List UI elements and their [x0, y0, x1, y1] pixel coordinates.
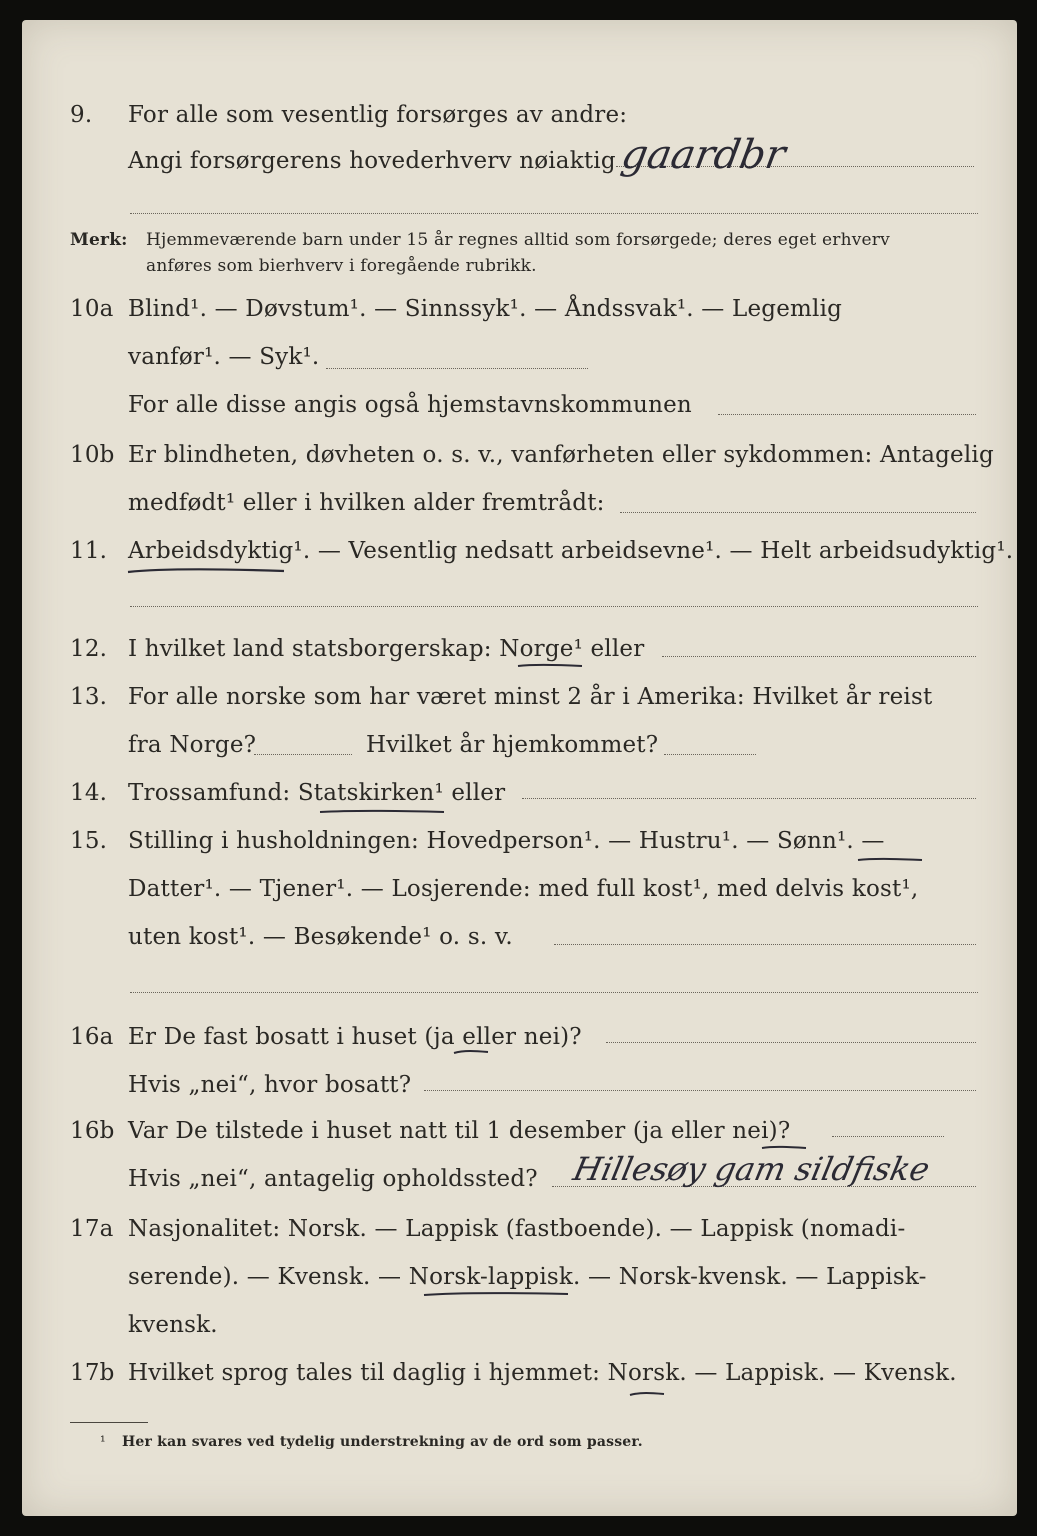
q17a-question-line2: serende). — Kvensk. — Norsk-lappisk. — Norsk-kvensk. — Lappisk-: [128, 1264, 927, 1290]
q13-answer-line-hjemkommet: [664, 754, 756, 755]
q16a-question: Er De fast bosatt i huset (ja eller nei)?: [128, 1024, 582, 1050]
q16b-question: Var De tilstede i huset natt til 1 desember (ja eller nei)?: [128, 1118, 791, 1144]
q13-question: For alle norske som har været minst 2 år i Amerika: Hvilket år reist: [128, 684, 933, 710]
q15-question-line2: Datter¹. — Tjener¹. — Losjerende: med full kost¹, med delvis kost¹,: [128, 876, 919, 902]
q14-number: 14.: [70, 780, 108, 806]
q10a-number: 10a: [70, 296, 114, 322]
q12-answer-line: [662, 656, 976, 657]
q9-number: 9.: [70, 102, 93, 128]
q10a-question-line3: For alle disse angis også hjemstavnskommunen: [128, 392, 692, 418]
q16b-answer-line-1: [832, 1136, 944, 1137]
merk-text-2: anføres som bierhverv i foregående rubrikk.: [146, 256, 537, 276]
q12-question: I hvilket land statsborgerskap: Norge¹ eller: [128, 636, 645, 662]
q14-answer-line: [522, 798, 976, 799]
q10a-answer-line-2: [718, 414, 976, 415]
q15-answer-line: [554, 944, 976, 945]
q16a-number: 16a: [70, 1024, 114, 1050]
q11-extra-line: [130, 606, 978, 607]
q12-number: 12.: [70, 636, 108, 662]
q11-question: Arbeidsdyktig¹. — Vesentlig nedsatt arbeidsevne¹. — Helt arbeidsudyktig¹.: [128, 538, 1014, 564]
q17b-handwritten-underline: [628, 1390, 668, 1396]
q15-handwritten-underline: [856, 856, 926, 862]
q10b-answer-line: [620, 512, 976, 513]
q16a-question-line2: Hvis „nei“, hvor bosatt?: [128, 1072, 412, 1098]
q9-handwritten-answer: gaardbr: [617, 132, 789, 178]
q16a-answer-line-2: [424, 1090, 976, 1091]
footnote-rule: [70, 1422, 148, 1423]
q16b-number: 16b: [70, 1118, 115, 1144]
q12-handwritten-underline: [516, 662, 586, 668]
q14-question: Trossamfund: Statskirken¹ eller: [128, 780, 506, 806]
q14-handwritten-underline: [318, 808, 448, 814]
q13-number: 13.: [70, 684, 108, 710]
q10a-answer-line-1: [326, 368, 588, 369]
q10a-question: Blind¹. — Døvstum¹. — Sinnssyk¹. — Åndssvak¹. — Legemlig: [128, 296, 843, 322]
footnote-text: Her kan svares ved tydelig understrekning av de ord som passer.: [122, 1434, 643, 1450]
merk-text-1: Hjemmeværende barn under 15 år regnes alltid som forsørgede; deres eget erhverv: [146, 230, 890, 250]
q10b-number: 10b: [70, 442, 115, 468]
q13-answer-line-reist: [254, 754, 352, 755]
q11-number: 11.: [70, 538, 108, 564]
q11-handwritten-underline: [126, 566, 286, 572]
q16a-handwritten-mark: [452, 1048, 492, 1054]
q9-question: For alle som vesentlig forsørges av andre:: [128, 102, 628, 128]
q13-question-line2a: fra Norge?: [128, 732, 257, 758]
q17a-number: 17a: [70, 1216, 114, 1242]
q15-question: Stilling i husholdningen: Hovedperson¹. — Hustru¹. — Sønn¹. —: [128, 828, 885, 854]
q10b-question-line2: medfødt¹ eller i hvilken alder fremtrådt:: [128, 490, 605, 516]
q16b-question-line2: Hvis „nei“, antagelig opholdssted?: [128, 1166, 538, 1192]
census-form-page: [22, 20, 1017, 1516]
q10a-question-line2: vanfør¹. — Syk¹.: [128, 344, 320, 370]
q15-question-line3: uten kost¹. — Besøkende¹ o. s. v.: [128, 924, 513, 950]
q17a-handwritten-underline: [422, 1290, 572, 1296]
q17b-number: 17b: [70, 1360, 115, 1386]
q10b-question: Er blindheten, døvheten o. s. v., vanførheten eller sykdommen: Antagelig: [128, 442, 994, 468]
q16b-handwritten-answer: Hillesøy gam sildfiske: [569, 1150, 934, 1188]
footnote-mark: ¹: [100, 1434, 106, 1450]
q17b-question: Hvilket sprog tales til daglig i hjemmet: Norsk. — Lappisk. — Kvensk.: [128, 1360, 957, 1386]
merk-label: Merk:: [70, 230, 128, 250]
q16a-answer-line-1: [606, 1042, 976, 1043]
q9-question-line2: Angi forsørgerens hovederhverv nøiaktig: [128, 148, 616, 174]
q17a-question: Nasjonalitet: Norsk. — Lappisk (fastboende). — Lappisk (nomadi-: [128, 1216, 906, 1242]
q13-question-line2b: Hvilket år hjemkommet?: [366, 732, 659, 758]
q15-number: 15.: [70, 828, 108, 854]
q17a-question-line3: kvensk.: [128, 1312, 218, 1338]
q15-extra-line: [130, 992, 978, 993]
q9-extra-line: [130, 213, 978, 214]
